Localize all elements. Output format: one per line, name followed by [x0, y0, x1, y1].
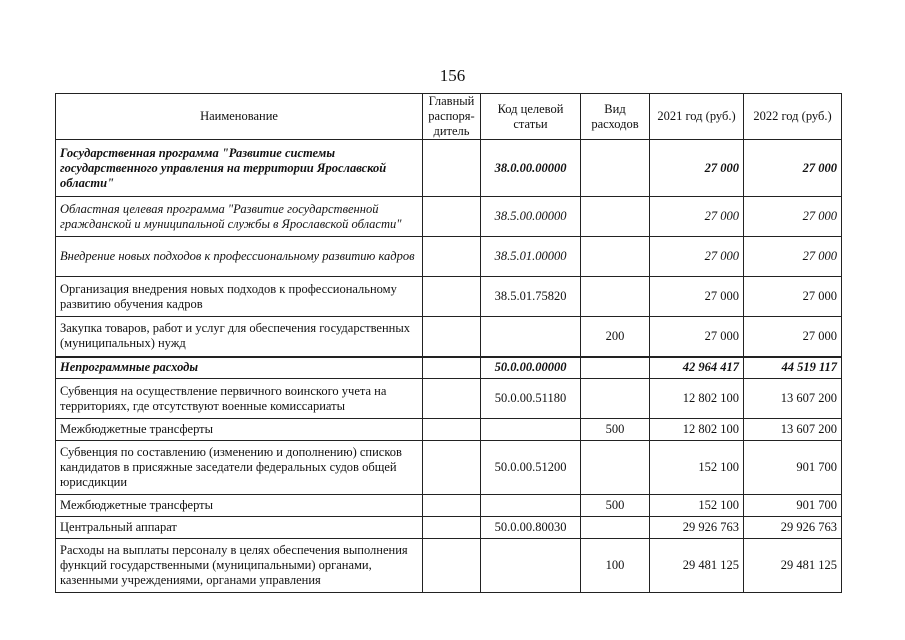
cell-code: 38.5.01.75820 [481, 277, 581, 317]
cell-admin [423, 197, 481, 237]
cell-2021: 27 000 [650, 197, 744, 237]
header-name: Наименование [56, 94, 423, 140]
cell-admin [423, 317, 481, 357]
table-row [56, 379, 842, 419]
cell-2022: 901 700 [744, 495, 842, 517]
cell-2022: 27 000 [744, 317, 842, 357]
cell-type [581, 140, 650, 197]
cell-admin [423, 495, 481, 517]
header-admin: Главный распоря-дитель [423, 94, 481, 140]
header-type: Вид расходов [581, 94, 650, 140]
cell-2021: 152 100 [650, 495, 744, 517]
cell-2021: 42 964 417 [650, 357, 744, 379]
table-row [56, 419, 842, 441]
cell-type [581, 357, 650, 379]
cell-name: Внедрение новых подходов к профессиональному развитию кадров [56, 237, 423, 277]
cell-admin [423, 357, 481, 379]
cell-admin [423, 419, 481, 441]
cell-2022: 44 519 117 [744, 357, 842, 379]
cell-name: Центральный аппарат [56, 517, 423, 539]
cell-name: Закупка товаров, работ и услуг для обеспечения государственных (муниципальных) нужд [56, 317, 423, 357]
cell-name: Межбюджетные трансферты [56, 495, 423, 517]
cell-code: 50.0.00.51200 [481, 441, 581, 495]
cell-2022: 29 481 125 [744, 539, 842, 593]
cell-admin [423, 517, 481, 539]
table-row [56, 317, 842, 357]
cell-admin [423, 277, 481, 317]
cell-type [581, 197, 650, 237]
cell-2021: 29 481 125 [650, 539, 744, 593]
cell-name: Субвенция на осуществление первичного воинского учета на территориях, где отсутствуют военные комиссариаты [56, 379, 423, 419]
table-row [56, 517, 842, 539]
cell-name: Расходы на выплаты персоналу в целях обеспечения выполнения функций государственными (муниципальными) органами, казенными учреждениями, органами управления [56, 539, 423, 593]
page-number: 156 [439, 66, 466, 85]
header-code: Код целевой статьи [481, 94, 581, 140]
cell-2022: 13 607 200 [744, 379, 842, 419]
cell-2022: 13 607 200 [744, 419, 842, 441]
cell-name: Непрограммные расходы [56, 357, 423, 379]
table-row [56, 237, 842, 277]
cell-2021: 152 100 [650, 441, 744, 495]
cell-code [481, 317, 581, 357]
cell-code: 38.5.01.00000 [481, 237, 581, 277]
header-2021: 2021 год (руб.) [650, 94, 744, 140]
cell-type [581, 517, 650, 539]
cell-type [581, 379, 650, 419]
cell-2022: 27 000 [744, 277, 842, 317]
cell-2021: 12 802 100 [650, 379, 744, 419]
table-row [56, 495, 842, 517]
table-row [56, 277, 842, 317]
cell-name: Организация внедрения новых подходов к профессиональному развитию обучения кадров [56, 277, 423, 317]
cell-2021: 27 000 [650, 317, 744, 357]
cell-code: 38.0.00.00000 [481, 140, 581, 197]
cell-name: Государственная программа "Развитие системы государственного управления на территории Ярославской области" [56, 140, 423, 197]
cell-name: Межбюджетные трансферты [56, 419, 423, 441]
cell-2021: 12 802 100 [650, 419, 744, 441]
header-2022: 2022 год (руб.) [744, 94, 842, 140]
cell-2022: 27 000 [744, 197, 842, 237]
cell-2022: 27 000 [744, 140, 842, 197]
cell-type [581, 277, 650, 317]
cell-name: Областная целевая программа "Развитие государственной гражданской и муниципальной службы в Ярославской области" [56, 197, 423, 237]
cell-2021: 27 000 [650, 140, 744, 197]
cell-admin [423, 539, 481, 593]
table-row [56, 357, 842, 379]
cell-code: 50.0.00.80030 [481, 517, 581, 539]
cell-admin [423, 140, 481, 197]
table-header-row [56, 94, 842, 140]
table-row [56, 539, 842, 593]
cell-2021: 27 000 [650, 277, 744, 317]
cell-2022: 29 926 763 [744, 517, 842, 539]
cell-code: 38.5.00.00000 [481, 197, 581, 237]
cell-code [481, 539, 581, 593]
cell-admin [423, 237, 481, 277]
cell-type: 500 [581, 495, 650, 517]
cell-code: 50.0.00.51180 [481, 379, 581, 419]
cell-2021: 27 000 [650, 237, 744, 277]
cell-code: 50.0.00.00000 [481, 357, 581, 379]
cell-type [581, 441, 650, 495]
cell-2021: 29 926 763 [650, 517, 744, 539]
cell-admin [423, 379, 481, 419]
cell-admin [423, 441, 481, 495]
table-row [56, 441, 842, 495]
cell-code [481, 419, 581, 441]
cell-code [481, 495, 581, 517]
cell-2022: 901 700 [744, 441, 842, 495]
cell-type [581, 237, 650, 277]
cell-type: 200 [581, 317, 650, 357]
cell-type: 100 [581, 539, 650, 593]
cell-2022: 27 000 [744, 237, 842, 277]
cell-name: Субвенция по составлению (изменению и дополнению) списков кандидатов в присяжные заседатели федеральных судов общей юрисдикции [56, 441, 423, 495]
table-row [56, 197, 842, 237]
table-row [56, 140, 842, 197]
budget-table [55, 93, 842, 593]
cell-type: 500 [581, 419, 650, 441]
